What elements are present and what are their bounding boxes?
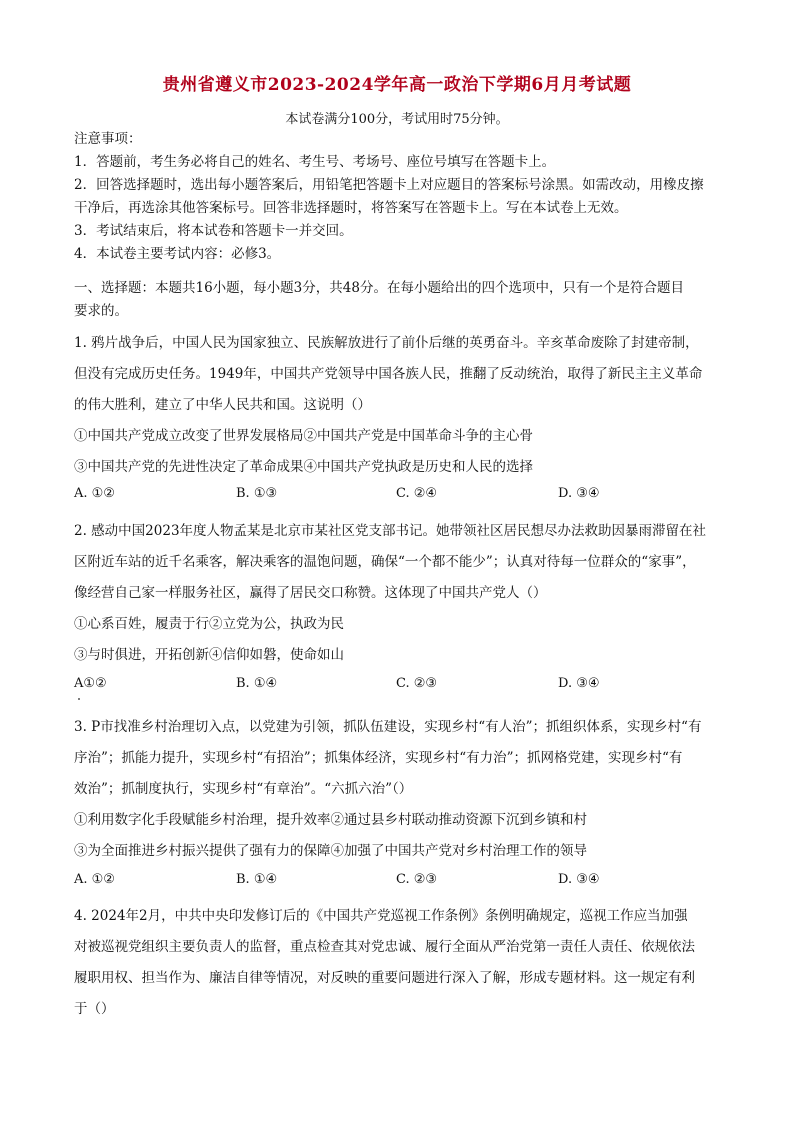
notice-item: 4．本试卷主要考试内容：必修3。 (74, 246, 281, 262)
option-b: B. ①④ (236, 872, 278, 887)
question-text: 序治”；抓能力提升，实现乡村“有招治”；抓集体经济，实现乡村“有力治”；抓网格党建，实现乡村“有 (74, 750, 683, 766)
question-text: 对被巡视党组织主要负责人的监督，重点检查其对党忠诚、履行全面从严治党第一责任人责任、依规依法 (74, 939, 695, 955)
page-title: 贵州省遵义市2023-2024学年高一政治下学期6月月考试题 (162, 75, 632, 95)
option-d: D. ③④ (558, 872, 600, 887)
question-text: 像经营自己家一样服务社区，赢得了居民交口称赞。这体现了中国共产党人（） (74, 585, 547, 601)
statement: ①中国共产党成立改变了世界发展格局②中国共产党是中国革命斗争的主心骨 (74, 428, 533, 444)
section-line: 要求的。 (74, 303, 128, 319)
option-c: C. ②④ (396, 486, 438, 501)
option-d: D. ③④ (558, 486, 600, 501)
question-4 (74, 901, 724, 1025)
section-line: 一、选择题：本题共16小题，每小题3分，共48分。在每小题给出的四个选项中，只有一个是符合题目 (74, 280, 684, 296)
section-heading (74, 277, 724, 323)
question-1 (74, 328, 724, 483)
question-text: 2. 感动中国2023年度人物孟某是北京市某社区党支部书记。她带领社区居民想尽办法救助因暴雨滞留在社 (74, 523, 707, 539)
question-text: 区附近车站的近千名乘客，解决乘客的温饱问题，确保“一个都不能少”；认真对待每一位群众的“家事”， (74, 554, 696, 570)
exam-subtitle: 本试卷满分100分，考试用时75分钟。 (285, 112, 509, 127)
options-q2 (74, 676, 724, 698)
option-a: A. ①② (74, 486, 115, 501)
notice-item: 1．答题前，考生务必将自己的姓名、考生号、考场号、座位号填写在答题卡上。 (74, 154, 556, 170)
statement: ③中国共产党的先进性决定了革命成果④中国共产党执政是历史和人民的选择 (74, 459, 533, 475)
notice-item: 2．回答选择题时，选出每小题答案后，用铅笔把答题卡上对应题目的答案标号涂黑。如需改动，用橡皮擦 (74, 177, 704, 193)
question-text: 效治”；抓制度执行，实现乡村“有章治”。“六抓六治”（） (74, 781, 413, 797)
option-b: B. ①③ (236, 486, 278, 501)
option-c: C. ②③ (396, 872, 438, 887)
statement: ③与时俱进，开拓创新④信仰如磐，使命如山 (74, 647, 344, 663)
options-q1 (74, 486, 724, 508)
statement: ③为全面推进乡村振兴提供了强有力的保障④加强了中国共产党对乡村治理工作的领导 (74, 843, 587, 859)
question-text: 1. 鸦片战争后，中国人民为国家独立、民族解放进行了前仆后继的英勇奋斗。辛亥革命废除了封建帝制， (74, 335, 699, 351)
notice-block (74, 128, 724, 266)
option-a: A①② (74, 676, 107, 691)
statement: ①利用数字化手段赋能乡村治理，提升效率②通过县乡村联动推动资源下沉到乡镇和村 (74, 812, 587, 828)
option-c: C. ②③ (396, 676, 438, 691)
question-2 (74, 516, 724, 671)
question-text: 的伟大胜利，建立了中华人民共和国。这说明（） (74, 397, 371, 413)
question-3 (74, 712, 724, 867)
question-text: 于（） (74, 1001, 115, 1017)
question-text: 4. 2024年2月，中共中央印发修订后的《中国共产党巡视工作条例》条例明确规定，巡视工作应当加强 (74, 908, 688, 924)
question-text: 履职用权、担当作为、廉洁自律等情况，对反映的重要问题进行深入了解，形成专题材料。这一规定有利 (74, 970, 695, 986)
scan-speck (78, 698, 80, 700)
statement: ①心系百姓，履责于行②立党为公，执政为民 (74, 616, 344, 632)
notice-item: 3．考试结束后，将本试卷和答题卡一并交回。 (74, 223, 353, 239)
option-a: A. ①② (74, 872, 115, 887)
question-text: 3. P市找准乡村治理切入点，以党建为引领，抓队伍建设，实现乡村“有人治”；抓组织体系，实现乡村“有 (74, 719, 702, 735)
question-text: 但没有完成历史任务。1949年，中国共产党领导中国各族人民，推翻了反动统治，取得了新民主主义革命 (74, 366, 703, 382)
options-q3 (74, 872, 724, 894)
notice-item: 干净后，再选涂其他答案标号。回答非选择题时，将答案写在答题卡上。写在本试卷上无效。 (74, 200, 628, 216)
notice-heading: 注意事项： (74, 131, 142, 147)
option-d: D. ③④ (558, 676, 600, 691)
option-b: B. ①④ (236, 676, 278, 691)
